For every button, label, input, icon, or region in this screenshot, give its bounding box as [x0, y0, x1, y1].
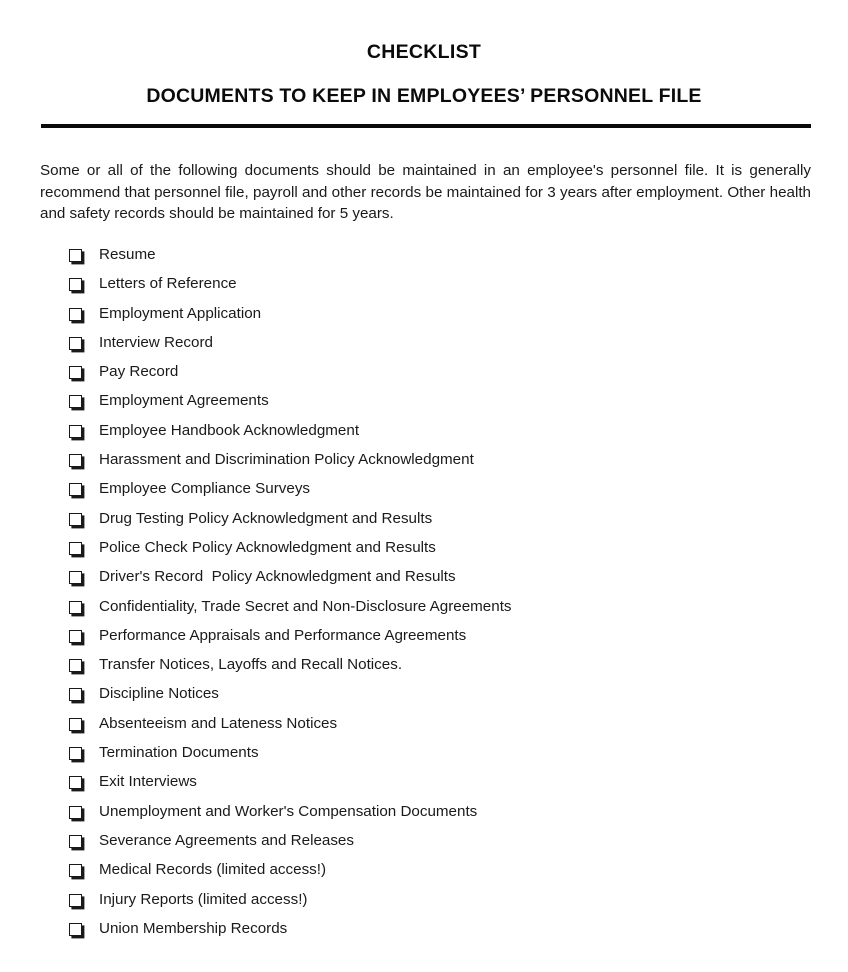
- checklist-item[interactable]: [0, 919, 848, 948]
- checklist-item[interactable]: [0, 304, 848, 333]
- checkbox-icon[interactable]: [69, 249, 82, 262]
- checklist-item[interactable]: [0, 391, 848, 420]
- checkbox-icon[interactable]: [69, 278, 82, 291]
- checklist-item-label: Pay Record: [99, 363, 179, 381]
- checklist-item[interactable]: [0, 802, 848, 831]
- checklist-item-label: Interview Record: [99, 333, 213, 351]
- checkbox-icon[interactable]: [69, 337, 82, 350]
- checklist-item-label: Discipline Notices: [99, 685, 219, 703]
- checklist-item[interactable]: [0, 450, 848, 479]
- checklist-item-label: Union Membership Records: [99, 919, 288, 937]
- checklist-item[interactable]: [0, 772, 848, 801]
- checklist-item-label: Harassment and Discrimination Policy Acknowledgment: [99, 451, 474, 469]
- checklist-item[interactable]: [0, 479, 848, 508]
- checklist-item-label: Transfer Notices, Layoffs and Recall Notices.: [99, 656, 403, 674]
- checklist-item-label: Police Check Policy Acknowledgment and Results: [99, 538, 436, 556]
- checklist-item[interactable]: [0, 684, 848, 713]
- checkbox-icon[interactable]: [69, 776, 82, 789]
- checkbox-icon[interactable]: [69, 659, 82, 672]
- checkbox-icon[interactable]: [69, 513, 82, 526]
- checklist-item[interactable]: [0, 538, 848, 567]
- checkbox-icon[interactable]: [69, 630, 82, 643]
- checklist-item-label: Exit Interviews: [99, 773, 197, 791]
- checkbox-icon[interactable]: [69, 718, 82, 731]
- checklist-item-label: Injury Reports (limited access!): [99, 890, 308, 908]
- checklist-item[interactable]: [0, 890, 848, 919]
- checklist-item-label: Employee Handbook Acknowledgment: [99, 421, 360, 439]
- checklist-item-label: Resume: [99, 246, 156, 263]
- checklist-item[interactable]: [0, 831, 848, 860]
- page-title: CHECKLIST: [366, 41, 482, 63]
- checklist-item-label: Termination Documents: [99, 744, 259, 762]
- checklist-item-label: Confidentiality, Trade Secret and Non-Disclosure Agreements: [99, 597, 512, 615]
- checklist-item[interactable]: [0, 509, 848, 538]
- checkbox-icon[interactable]: [69, 454, 82, 467]
- checkbox-icon[interactable]: [69, 571, 82, 584]
- checkbox-icon[interactable]: [69, 542, 82, 555]
- checkbox-icon[interactable]: [69, 308, 82, 321]
- checkbox-icon[interactable]: [69, 483, 82, 496]
- checklist-item-label: Employment Application: [99, 304, 262, 322]
- checklist-item-label: Employment Agreements: [99, 392, 269, 410]
- checklist-item-label: Unemployment and Worker's Compensation Documents: [99, 802, 478, 820]
- checklist-item[interactable]: [0, 362, 848, 391]
- checkbox-icon[interactable]: [69, 806, 82, 819]
- checklist-item[interactable]: [0, 421, 848, 450]
- checklist-item[interactable]: [0, 245, 848, 274]
- checklist-item-label: Driver's Record Policy Acknowledgment and Results: [99, 568, 456, 586]
- checkbox-icon[interactable]: [69, 425, 82, 438]
- title-divider: [41, 124, 811, 128]
- checklist-item[interactable]: [0, 860, 848, 889]
- intro-paragraph: Some or all of the following documents should be maintained in an employee's personnel file. It is generally recommend that personnel file, payroll and other records be maintained for 3 years after employment. Other health and safety records should be maintained for 5 years.: [40, 162, 811, 223]
- checkbox-icon[interactable]: [69, 864, 82, 877]
- checkbox-icon[interactable]: [69, 894, 82, 907]
- checklist-item[interactable]: [0, 274, 848, 303]
- checkbox-icon[interactable]: [69, 923, 82, 936]
- checkbox-icon[interactable]: [69, 601, 82, 614]
- checklist-item[interactable]: [0, 567, 848, 596]
- checkbox-icon[interactable]: [69, 366, 82, 379]
- checklist-item[interactable]: [0, 626, 848, 655]
- checklist-item[interactable]: [0, 655, 848, 684]
- checklist-item-label: Performance Appraisals and Performance Agreements: [99, 626, 467, 644]
- checklist-item-label: Severance Agreements and Releases: [99, 831, 354, 849]
- checkbox-icon[interactable]: [69, 835, 82, 848]
- checkbox-icon[interactable]: [69, 688, 82, 701]
- checklist-item-label: Drug Testing Policy Acknowledgment and Results: [99, 509, 433, 527]
- checklist-item[interactable]: [0, 333, 848, 362]
- checklist-item[interactable]: [0, 597, 848, 626]
- checklist-item-label: Medical Records (limited access!): [99, 861, 327, 879]
- page-subtitle: DOCUMENTS TO KEEP IN EMPLOYEES’ PERSONNEL FILE: [146, 85, 702, 107]
- checklist-item[interactable]: [0, 743, 848, 772]
- checkbox-icon[interactable]: [69, 395, 82, 408]
- checklist: [0, 245, 848, 948]
- checklist-item[interactable]: [0, 714, 848, 743]
- checklist-item-label: Letters of Reference: [99, 275, 237, 293]
- checklist-item-label: Absenteeism and Lateness Notices: [99, 714, 338, 732]
- checklist-item-label: Employee Compliance Surveys: [99, 480, 311, 498]
- checkbox-icon[interactable]: [69, 747, 82, 760]
